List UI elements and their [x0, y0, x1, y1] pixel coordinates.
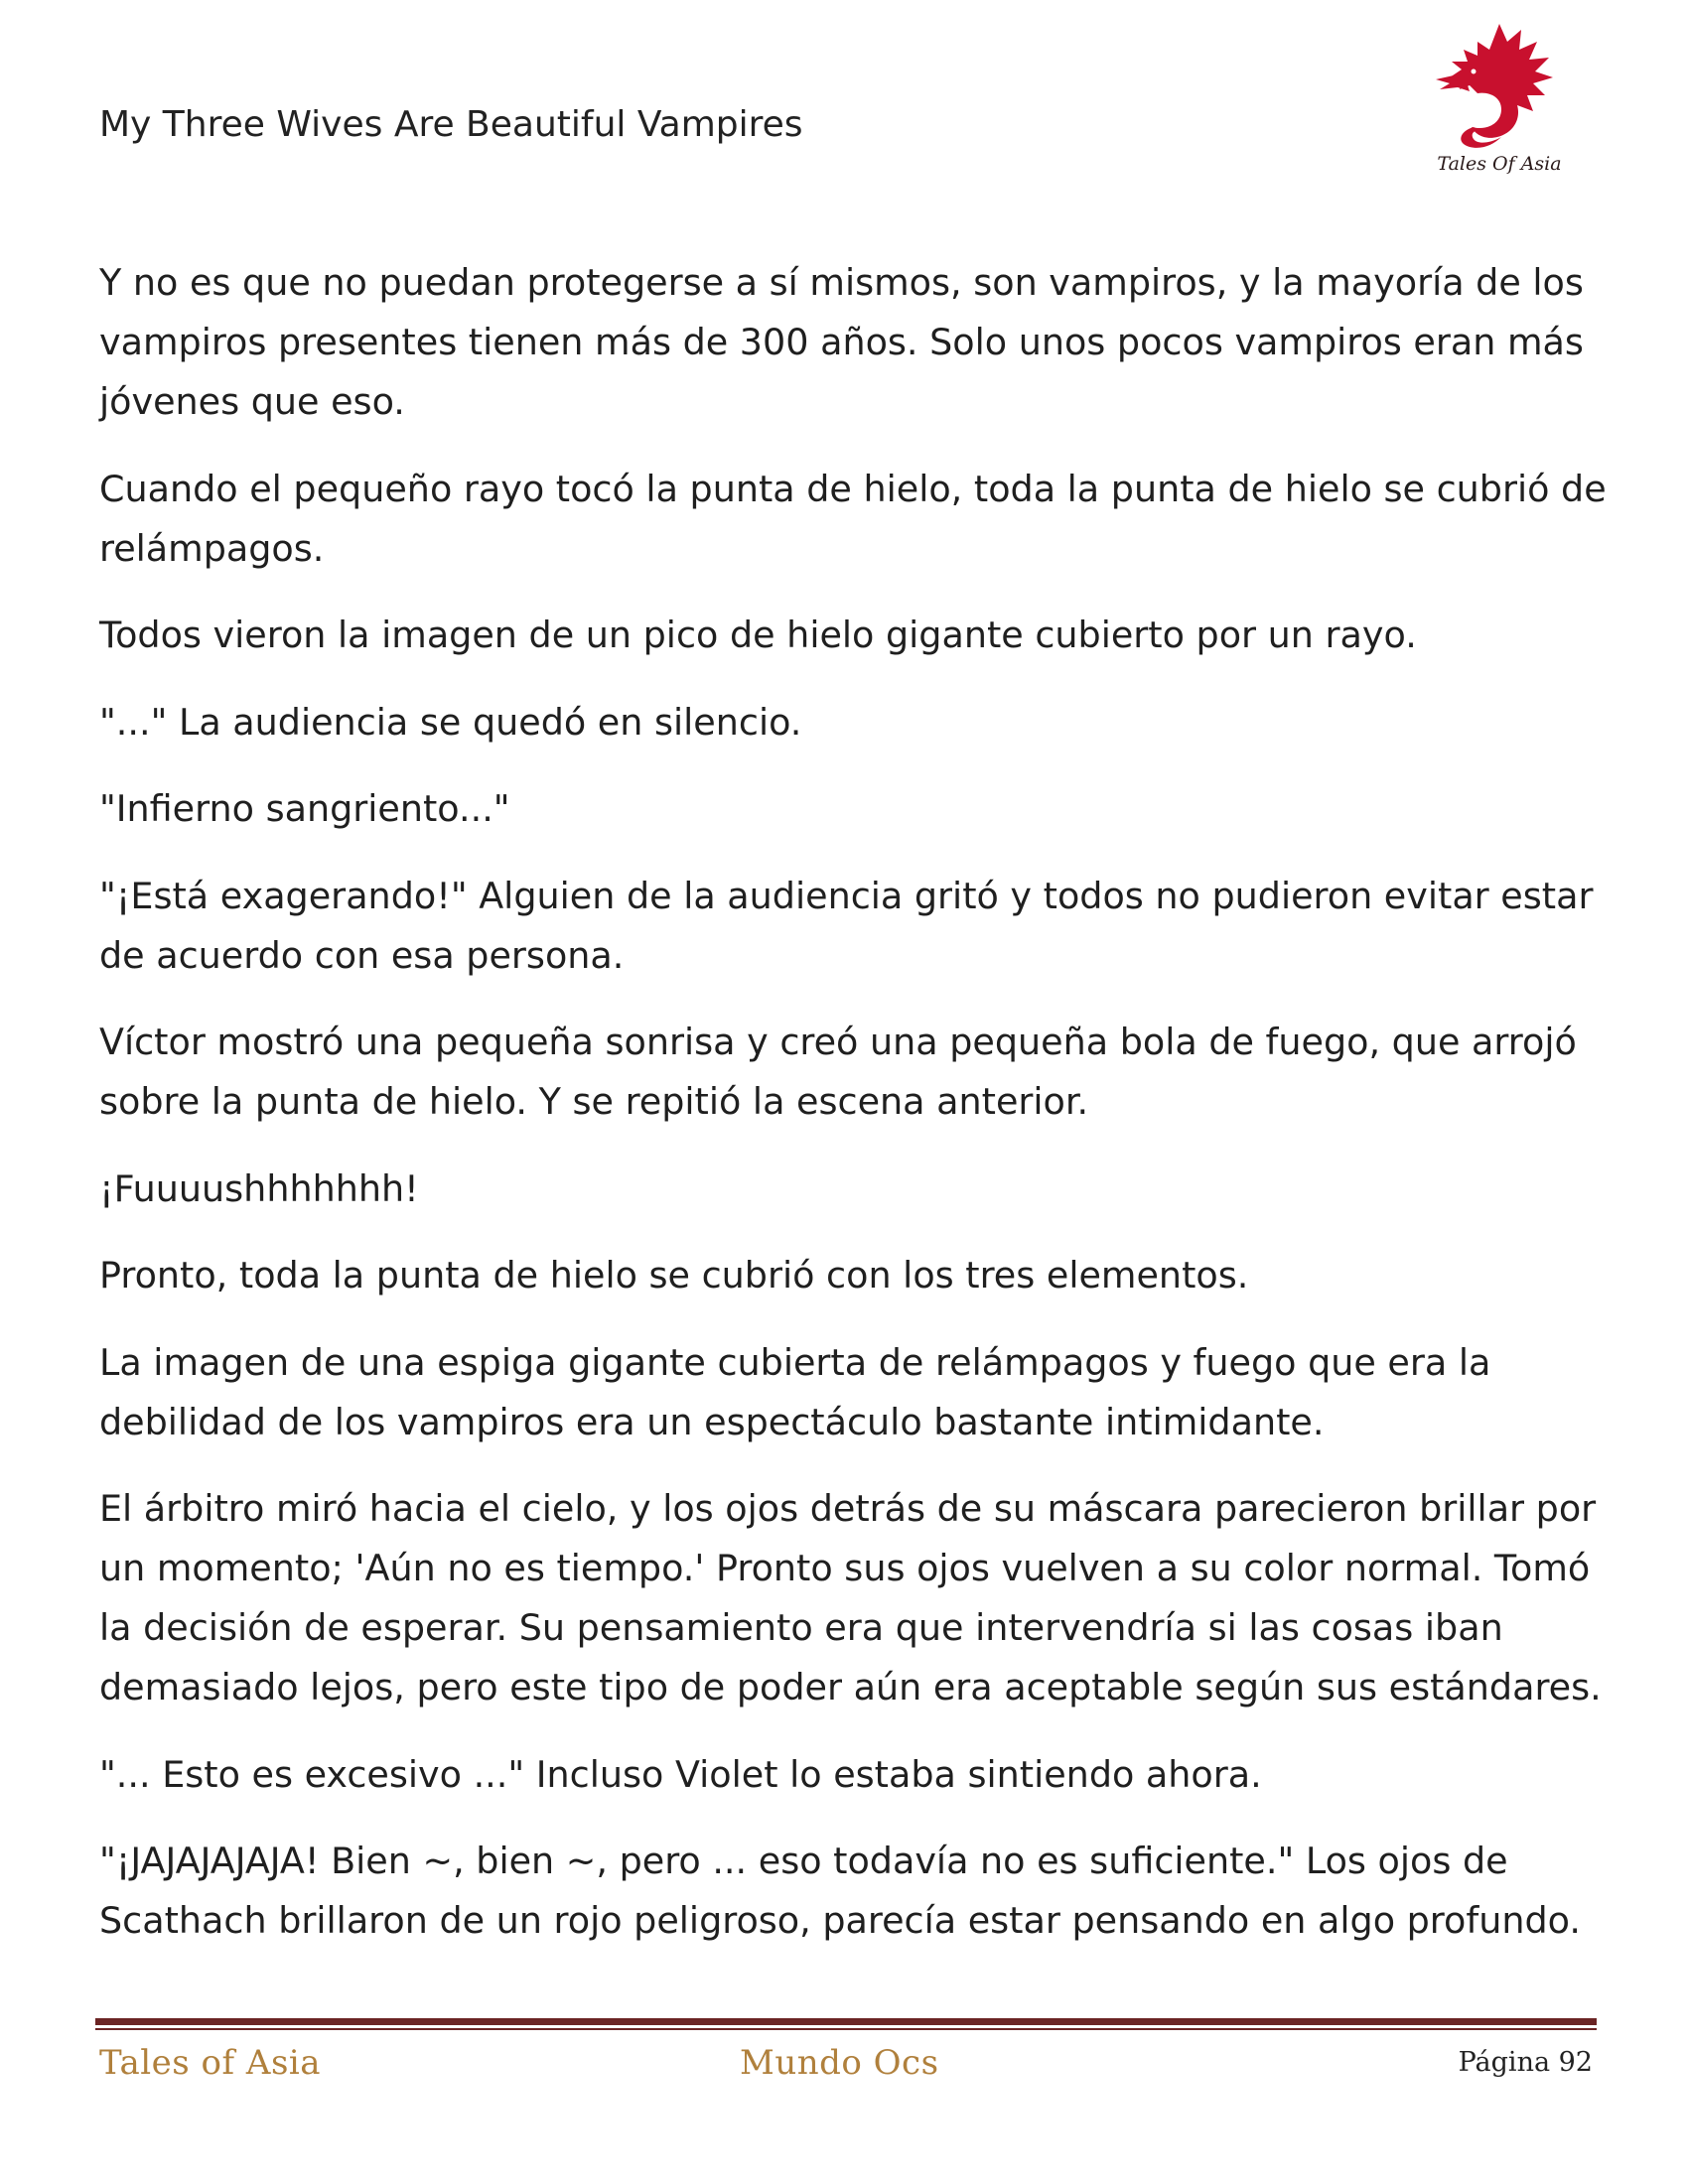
paragraph: ¡Fuuuushhhhhhh! — [99, 1166, 419, 1210]
paragraph: Víctor mostró una pequeña sonrisa y creó una pequeña bola de fuego, que arrojó sobre la punta de hielo. Y se repitió la escena anterior. — [99, 1021, 1577, 1123]
paragraph: La imagen de una espiga gigante cubierta de relámpagos y fuego que era la debilidad de los vampiros era un espectáculo bastante intimidante. — [99, 1340, 1491, 1443]
footer-translator: Mundo Ocs — [740, 2043, 939, 2083]
paragraph: "... Esto es excesivo ..." Incluso Violet lo estaba sintiendo ahora. — [99, 1752, 1262, 1796]
paragraph: Pronto, toda la punta de hielo se cubrió con los tres elementos. — [99, 1254, 1249, 1297]
paragraph: Cuando el pequeño rayo tocó la punta de hielo, toda la punta de hielo se cubrió de relámpagos. — [99, 467, 1607, 570]
dragon-icon — [1430, 20, 1569, 151]
paragraph: Todos vieron la imagen de un pico de hielo gigante cubierto por un rayo. — [99, 614, 1417, 656]
paragraph: "Infierno sangriento..." — [99, 787, 510, 830]
paragraph: Y no es que no puedan protegerse a sí mismos, son vampiros, y la mayoría de los vampiros presentes tienen más de 300 años. Solo unos pocos vampiros eran más jóvenes que eso. — [99, 261, 1584, 423]
chapter-body — [99, 253, 1609, 1979]
footer-divider-thin — [95, 2028, 1597, 2030]
paragraph: "¡JAJAJAJAJA! Bien ~, bien ~, pero ... eso todavía no es suficiente." Los ojos de Scathach brillaron de un rojo peligroso, parecía estar pensando en algo profundo. — [99, 1840, 1581, 1942]
page-header-title: My Three Wives Are Beautiful Vampires — [99, 104, 803, 145]
footer-publisher: Tales of Asia — [99, 2043, 322, 2083]
paragraph: El árbitro miró hacia el cielo, y los ojos detrás de su máscara parecieron brillar por un momento; 'Aún no es tiempo.' Pronto sus ojos vuelven a su color normal. Tomó la decisión de esperar. Su pensamiento era que intervendría si las cosas iban demasiado lejos, pero este tipo de poder aún era aceptable según sus estándares. — [99, 1487, 1602, 1708]
paragraph: "¡Está exagerando!" Alguien de la audiencia gritó y todos no pudieron evitar estar de acuerdo con esa persona. — [99, 874, 1594, 977]
tales-of-asia-logo — [1430, 20, 1569, 179]
page-number: Página 92 — [1458, 2047, 1593, 2078]
footer-divider — [95, 2018, 1597, 2025]
paragraph: "..." La audiencia se quedó en silencio. — [99, 700, 802, 744]
logo-text: Tales Of Asia — [1437, 153, 1562, 175]
